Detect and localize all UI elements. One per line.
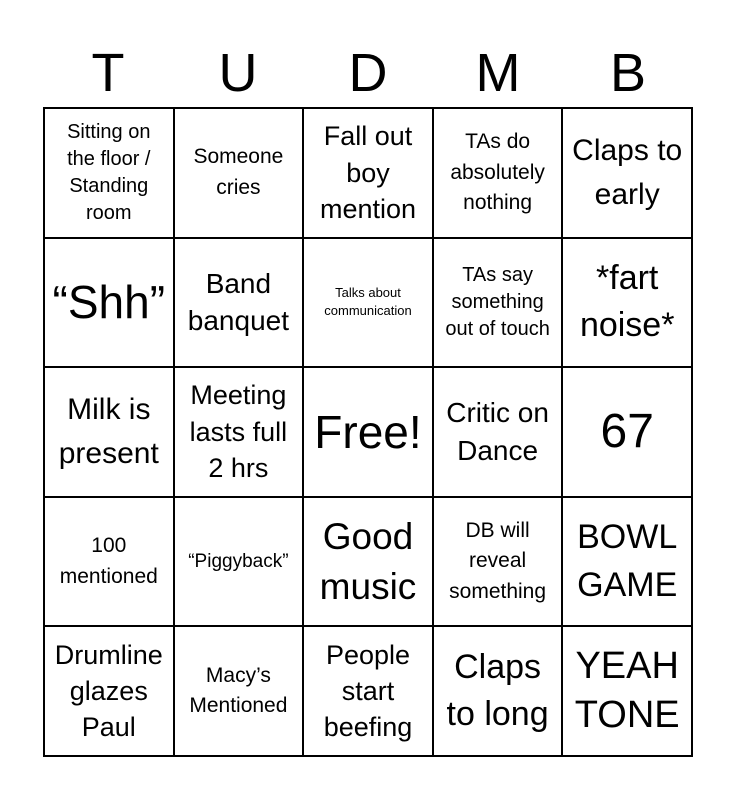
- cell-text: “Piggyback”: [188, 550, 289, 572]
- bingo-cell[interactable]: [44, 108, 174, 238]
- cell-text: *fart noise*: [579, 258, 675, 345]
- bingo-cell[interactable]: [433, 367, 563, 497]
- cell-text: BOWL GAME: [577, 518, 678, 604]
- cell-text: Macy’s Mentioned: [189, 663, 288, 718]
- bingo-cell[interactable]: [174, 238, 304, 368]
- bingo-cell[interactable]: [44, 626, 174, 756]
- bingo-cell[interactable]: [174, 626, 304, 756]
- cell-text: Free!: [314, 405, 422, 458]
- cell-text: Someone cries: [193, 145, 284, 199]
- cell-text: Milk is present: [58, 393, 159, 470]
- cell-text: 67: [600, 404, 654, 458]
- cell-text: Band banquet: [187, 267, 289, 337]
- bingo-cell[interactable]: [303, 238, 433, 368]
- bingo-cell[interactable]: [433, 108, 563, 238]
- cell-text: 100 mentioned: [59, 534, 158, 588]
- bingo-cell[interactable]: [174, 108, 304, 238]
- bingo-cell[interactable]: [433, 497, 563, 627]
- bingo-cell[interactable]: [562, 238, 692, 368]
- bingo-cell[interactable]: [174, 367, 304, 497]
- bingo-cell[interactable]: [562, 367, 692, 497]
- cell-text: DB will reveal something: [449, 518, 547, 603]
- bingo-cell[interactable]: [303, 108, 433, 238]
- bingo-header: [43, 40, 693, 106]
- cell-text: Claps to early: [572, 134, 683, 211]
- bingo-cell[interactable]: [44, 497, 174, 627]
- cell-text: YEAH TONE: [574, 644, 680, 737]
- cell-text: Talks about communication: [324, 285, 412, 319]
- bingo-cell[interactable]: [174, 497, 304, 627]
- header-letter-u: U: [218, 43, 258, 103]
- bingo-board: [43, 107, 693, 757]
- cell-text: Fall out boy mention: [319, 121, 417, 225]
- cell-text: TAs say something out of touch: [445, 263, 550, 340]
- header-letter-b: B: [609, 43, 647, 103]
- cell-text: Good music: [319, 515, 417, 607]
- bingo-cell[interactable]: [433, 626, 563, 756]
- cell-text: “Shh”: [52, 276, 166, 329]
- bingo-cell[interactable]: [562, 108, 692, 238]
- cell-text: People start beefing: [323, 639, 413, 743]
- cell-text: Critic on Dance: [446, 397, 549, 466]
- cell-text: Sitting on the floor / Standing room: [67, 120, 151, 224]
- bingo-cell[interactable]: [44, 367, 174, 497]
- bingo-cell[interactable]: [433, 238, 563, 368]
- cell-text: Drumline glazes Paul: [54, 639, 163, 743]
- bingo-cell[interactable]: [44, 238, 174, 368]
- cell-text: TAs do absolutely nothing: [450, 130, 545, 215]
- cell-text: Meeting lasts full 2 hrs: [189, 380, 288, 484]
- bingo-cell[interactable]: [562, 497, 692, 627]
- bingo-cell[interactable]: [303, 367, 433, 497]
- bingo-cell[interactable]: [562, 626, 692, 756]
- bingo-cell[interactable]: [303, 497, 433, 627]
- header-letter-t: T: [91, 43, 125, 103]
- header-letter-m: M: [475, 43, 521, 103]
- cell-text: Claps to long: [446, 647, 549, 734]
- header-letter-d: D: [348, 43, 388, 103]
- bingo-cell[interactable]: [303, 626, 433, 756]
